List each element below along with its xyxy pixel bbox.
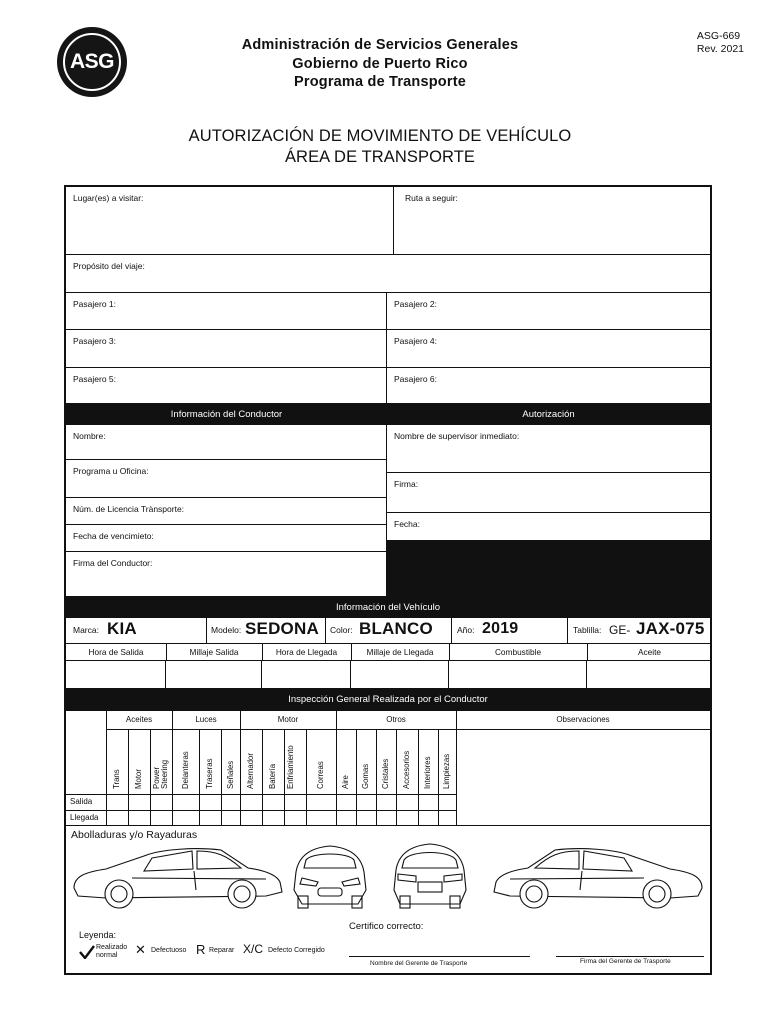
revision: Rev. 2021 xyxy=(696,43,744,55)
authorization-section-title: Autorización xyxy=(522,408,575,420)
inspection-check-in[interactable] xyxy=(199,810,221,826)
inspection-check-in[interactable] xyxy=(376,810,396,826)
route-label: Ruta a seguir: xyxy=(405,193,458,203)
color-value[interactable]: BLANCO xyxy=(359,619,433,638)
certify-label: Certifico correcto: xyxy=(349,921,424,932)
group-observations: Observaciones xyxy=(556,715,610,724)
row-arrival-label: Llegada xyxy=(70,813,99,822)
inspection-item-label: Limpiezas xyxy=(442,753,451,789)
row-departure-label: Salida xyxy=(70,797,93,806)
inspection-item-label: Aire xyxy=(341,775,350,789)
vehicle-values-input-row xyxy=(66,661,710,688)
inspection-check-out[interactable] xyxy=(438,794,456,810)
inspection-check-in[interactable] xyxy=(262,810,284,826)
title-line-2: ÁREA DE TRANSPORTE xyxy=(284,148,476,166)
inspection-check-in[interactable] xyxy=(106,810,128,826)
col-departure-mileage: Millaje Salida xyxy=(189,647,239,657)
fuel-input[interactable] xyxy=(449,661,587,688)
inspection-item-label: Accesorios xyxy=(402,750,411,789)
divider xyxy=(240,711,241,826)
driver-name-label: Nombre: xyxy=(73,431,106,441)
divider xyxy=(284,729,285,826)
driver-section xyxy=(66,425,387,596)
driver-section-title: Información del Conductor xyxy=(170,408,283,420)
divider xyxy=(221,729,222,826)
arrival-time-input[interactable] xyxy=(262,661,351,688)
agency-line-1: Administración de Servicios Generales xyxy=(241,37,519,53)
passenger-row-2 xyxy=(66,330,710,368)
inspection-check-out[interactable] xyxy=(418,794,438,810)
driver-license-label: Núm. de Licencia Trànsporte: xyxy=(73,504,185,514)
group-engine: Motor xyxy=(277,715,299,724)
group-lights: Luces xyxy=(195,715,217,724)
passenger-1-field[interactable] xyxy=(66,293,387,329)
inspection-check-in[interactable] xyxy=(356,810,376,826)
divider xyxy=(456,729,710,730)
passenger-5-label: Pasajero 5: xyxy=(73,374,116,384)
divider xyxy=(567,618,568,644)
group-oils: Aceites xyxy=(125,715,153,724)
legend-defect: Defectuoso xyxy=(151,947,187,954)
driver-expiry-field[interactable] xyxy=(66,525,386,552)
vehicle-section-title: Información del Vehículo xyxy=(335,601,441,613)
divider xyxy=(438,729,439,826)
driver-program-label: Programa u Oficina: xyxy=(73,466,149,476)
inspection-check-in[interactable] xyxy=(396,810,418,826)
inspection-check-out[interactable] xyxy=(150,794,172,810)
driver-expiry-label: Fecha de vencimieto: xyxy=(73,531,154,541)
vehicle-columns-header xyxy=(66,644,710,661)
plate-label: Tablilla: xyxy=(573,625,602,635)
brand-label: Marca: xyxy=(73,625,99,635)
divider xyxy=(128,729,129,826)
passenger-1-label: Pasajero 1: xyxy=(73,299,116,309)
departure-mileage-input[interactable] xyxy=(166,661,262,688)
passenger-4-field[interactable] xyxy=(387,330,710,367)
inspection-check-in[interactable] xyxy=(438,810,456,826)
divider xyxy=(356,729,357,826)
places-field[interactable] xyxy=(66,187,394,254)
brand-value[interactable]: KIA xyxy=(107,619,137,638)
authorization-signature-field[interactable] xyxy=(387,473,710,513)
legend-ok: Realizado normal xyxy=(96,944,128,959)
agency-line-3: Programa de Transporte xyxy=(293,74,466,90)
divider xyxy=(306,729,307,826)
inspection-header xyxy=(66,688,710,711)
manager-name-label[interactable]: Nombre del Gerente de Trasporte xyxy=(370,960,468,967)
inspection-item-label: Batería xyxy=(268,763,277,789)
legend-fixed-symbol: X/C xyxy=(243,942,264,956)
inspection-check-in[interactable] xyxy=(150,810,172,826)
authorization-section xyxy=(387,425,710,596)
car-front-icon xyxy=(294,846,366,908)
car-side-left-icon xyxy=(74,849,282,908)
inspection-check-out[interactable] xyxy=(306,794,336,810)
passenger-6-field[interactable] xyxy=(387,368,710,403)
model-value[interactable]: SEDONA xyxy=(245,619,319,638)
model-label: Modelo: xyxy=(211,625,242,635)
authorization-date-field[interactable] xyxy=(387,513,710,541)
damage-title: Abolladuras y/o Rayaduras xyxy=(71,829,198,841)
car-diagrams[interactable] xyxy=(66,838,710,918)
purpose-field[interactable] xyxy=(66,255,710,293)
inspection-check-out[interactable] xyxy=(106,794,128,810)
plate-value[interactable]: JAX-075 xyxy=(636,619,705,638)
inspection-check-out[interactable] xyxy=(199,794,221,810)
inspection-check-in[interactable] xyxy=(172,810,199,826)
inspection-section-title: Inspección General Realizada por el Conductor xyxy=(288,694,488,705)
inspection-check-out[interactable] xyxy=(172,794,199,810)
departure-time-input[interactable] xyxy=(66,661,166,688)
passenger-row-1 xyxy=(66,293,710,330)
divider xyxy=(336,711,337,826)
divider xyxy=(396,729,397,826)
divider xyxy=(172,711,173,826)
inspection-check-in[interactable] xyxy=(221,810,240,826)
logo-text: ASG xyxy=(63,33,121,91)
inspection-check-out[interactable] xyxy=(396,794,418,810)
year-value[interactable]: 2019 xyxy=(482,620,519,637)
driver-auth-header xyxy=(66,403,710,425)
agency-header xyxy=(180,36,580,92)
passenger-4-label: Pasajero 4: xyxy=(394,336,437,346)
inspection-check-out[interactable] xyxy=(128,794,150,810)
places-route-row xyxy=(66,187,710,255)
inspection-item-label: Power Steering xyxy=(152,759,169,789)
divider xyxy=(451,618,452,644)
driver-name-field[interactable] xyxy=(66,425,386,460)
legend-title: Leyenda: xyxy=(79,930,117,940)
col-oil: Aceite xyxy=(637,647,662,657)
authorization-signature-label: Firma: xyxy=(394,479,419,489)
passenger-6-label: Pasajero 6: xyxy=(394,374,437,384)
driver-signature-label: Firma del Conductor: xyxy=(73,558,153,568)
agency-line-2: Gobierno de Puerto Rico xyxy=(292,55,468,72)
vehicle-header xyxy=(66,596,710,618)
inspection-check-in[interactable] xyxy=(284,810,306,826)
vehicle-values-row xyxy=(66,618,710,644)
passenger-3-field[interactable] xyxy=(66,330,387,367)
divider xyxy=(262,729,263,826)
authorization-blackout xyxy=(387,541,710,596)
divider xyxy=(325,618,326,644)
inspection-item-label: Cristales xyxy=(381,758,390,789)
divider xyxy=(150,729,151,826)
inspection-item-label: Enfriamiento xyxy=(286,745,295,789)
inspection-item-label: Correas xyxy=(316,761,325,789)
legend-defect-icon: ✕ xyxy=(135,942,146,957)
route-field[interactable] xyxy=(394,187,710,254)
color-label: Color: xyxy=(330,625,353,635)
divider xyxy=(206,618,207,644)
title-line-1: AUTORIZACIÓN DE MOVIMIENTO DE VEHÍCULO xyxy=(188,127,572,145)
passenger-5-field[interactable] xyxy=(66,368,387,403)
passenger-row-3 xyxy=(66,368,710,403)
supervisor-name-label: Nombre de supervisor inmediato: xyxy=(394,431,520,441)
inspection-check-out[interactable] xyxy=(262,794,284,810)
inspection-check-in[interactable] xyxy=(240,810,262,826)
check-icon xyxy=(79,945,95,959)
inspection-item-label: Señales xyxy=(225,760,235,789)
oil-input[interactable] xyxy=(587,661,710,688)
manager-signature-label[interactable]: Firma del Gerente de Trasporte xyxy=(580,958,671,965)
legend-fixed: Defecto Corregido xyxy=(268,947,325,954)
form-title xyxy=(100,126,660,168)
manager-signature-line xyxy=(556,956,704,957)
inspection-item-label: Delanteras xyxy=(180,751,190,789)
inspection-check-in[interactable] xyxy=(336,810,356,826)
driver-program-field[interactable] xyxy=(66,460,386,498)
inspection-grid xyxy=(66,711,710,826)
passenger-2-label: Pasajero 2: xyxy=(394,299,437,309)
year-label: Año: xyxy=(457,625,475,635)
legend xyxy=(79,944,349,964)
inspection-item-label: Interiores xyxy=(423,756,432,789)
form-code: ASG-669 xyxy=(696,30,741,42)
authorization-form xyxy=(64,185,712,975)
supervisor-name-field[interactable] xyxy=(387,425,710,473)
passenger-2-field[interactable] xyxy=(387,293,710,329)
divider xyxy=(418,729,419,826)
asg-logo xyxy=(57,27,127,97)
car-rear-icon xyxy=(394,844,466,908)
driver-signature-field[interactable] xyxy=(66,552,386,596)
col-arrival-time: Hora de Llegada xyxy=(275,647,338,657)
inspection-check-out[interactable] xyxy=(336,794,356,810)
inspection-item-label: Motor xyxy=(134,769,143,789)
inspection-item-label: Alternador xyxy=(246,753,255,789)
inspection-item-label: Trans xyxy=(112,769,121,789)
col-arrival-mileage: Millaje de Llegada xyxy=(366,647,434,657)
passenger-3-label: Pasajero 3: xyxy=(73,336,116,346)
inspection-check-out[interactable] xyxy=(221,794,240,810)
inspection-check-in[interactable] xyxy=(128,810,150,826)
inspection-check-out[interactable] xyxy=(376,794,396,810)
inspection-check-out[interactable] xyxy=(356,794,376,810)
form-code-block xyxy=(697,30,744,56)
arrival-mileage-input[interactable] xyxy=(351,661,449,688)
inspection-check-in[interactable] xyxy=(306,810,336,826)
group-others: Otros xyxy=(386,715,406,724)
driver-license-field[interactable] xyxy=(66,498,386,525)
plate-prefix: GE- xyxy=(609,623,631,637)
legend-repair: Reparar xyxy=(209,947,235,954)
places-label: Lugar(es) a visitar: xyxy=(73,193,144,203)
col-departure-time: Hora de Salida xyxy=(88,647,144,657)
inspection-check-out[interactable] xyxy=(240,794,262,810)
authorization-date-label: Fecha: xyxy=(394,519,420,529)
car-side-right-icon xyxy=(494,849,702,908)
inspection-check-in[interactable] xyxy=(418,810,438,826)
manager-name-line xyxy=(349,956,530,957)
divider xyxy=(199,729,200,826)
inspection-item-label: Gomas xyxy=(361,763,370,789)
inspection-item-label: Traseras xyxy=(205,758,214,789)
inspection-check-out[interactable] xyxy=(284,794,306,810)
legend-repair-symbol: R xyxy=(196,942,206,957)
divider xyxy=(376,729,377,826)
purpose-label: Propósito del viaje: xyxy=(73,261,145,271)
damage-section xyxy=(66,826,710,973)
col-fuel: Combustible xyxy=(494,647,542,657)
